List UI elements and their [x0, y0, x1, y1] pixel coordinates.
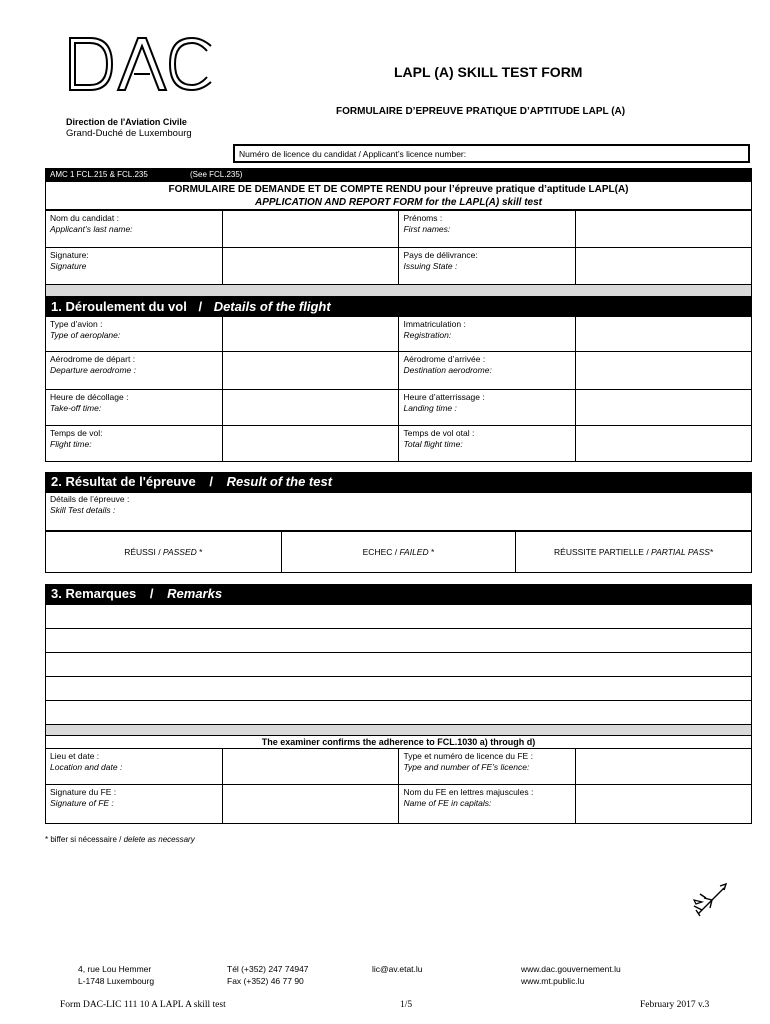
examiner-confirmation: The examiner confirms the adherence to FCL.1030 a) through d)	[45, 736, 752, 748]
logo-line2: Grand-Duché de Luxembourg	[66, 128, 192, 139]
page-number: 1/5	[400, 1000, 413, 1010]
licence-number-label: Numéro de licence du candidat / Applicant’s licence number:	[239, 149, 467, 159]
failed-star: *	[431, 546, 435, 557]
website-1[interactable]: www.dac.gouvernement.lu	[521, 964, 621, 974]
form-date: February 2017 v.3	[640, 1000, 710, 1010]
landing-time-field[interactable]	[576, 390, 752, 426]
failed-fr: ECHEC /	[362, 546, 400, 557]
footer-address	[78, 963, 154, 987]
form-reference: Form DAC-LIC 111 10 A LAPL A skill test	[60, 1000, 226, 1010]
section1-header	[45, 297, 752, 317]
applicant-table	[45, 210, 752, 285]
fe-licence-label: Type et numéro de licence du FE : Type and number of FE’s licence:	[399, 749, 576, 785]
partial-star: *	[709, 546, 714, 557]
licence-number-field[interactable]	[233, 144, 750, 163]
section1-title-fr: 1. Déroulement du vol	[51, 299, 187, 314]
form-title-block	[45, 181, 752, 210]
signature-field[interactable]	[222, 248, 399, 285]
destination-label: Aérodrome d’arrivée : Destination aerodrome:	[399, 352, 576, 390]
failed-option[interactable]	[281, 532, 516, 573]
footer-web	[521, 963, 621, 987]
signature-label: Signature: Signature	[46, 248, 223, 285]
result-table	[45, 531, 752, 573]
dac-logo	[66, 34, 216, 144]
footnote-fr: * biffer si nécessaire /	[45, 835, 124, 844]
aeroplane-type-label: Type d’avion : Type of aeroplane:	[46, 317, 223, 352]
address-line1: 4, rue Lou Hemmer	[78, 964, 152, 974]
footnote-en: delete as necessary	[123, 835, 195, 844]
page-subtitle: FORMULAIRE D’EPREUVE PRATIQUE D’APTITUDE LAPL (A)	[336, 106, 626, 117]
first-names-label: Prénoms : First names:	[399, 211, 576, 248]
fe-licence-field[interactable]	[576, 749, 752, 785]
section3-sep: /	[149, 586, 154, 601]
remarks-table	[45, 604, 752, 725]
issuing-state-label: Pays de délivrance: Issuing State :	[399, 248, 576, 285]
section3-title-en: Remarks	[167, 586, 223, 601]
departure-field[interactable]	[222, 352, 399, 390]
footer-phone	[227, 963, 309, 987]
website-2[interactable]: www.mt.public.lu	[521, 976, 585, 986]
first-names-field[interactable]	[576, 211, 752, 248]
partial-fr: RÉUSSITE PARTIELLE /	[554, 546, 652, 557]
location-date-field[interactable]	[222, 749, 399, 785]
address-line2: L-1748 Luxembourg	[78, 976, 155, 986]
section2-header	[45, 472, 752, 492]
airplane-icon	[690, 880, 730, 920]
takeoff-time-field[interactable]	[222, 390, 399, 426]
logo-line1: Direction de l'Aviation Civile	[66, 117, 187, 127]
amc-bar	[45, 168, 752, 181]
fe-name-label: Nom du FE en lettres majuscules : Name of FE in capitals:	[399, 785, 576, 824]
fe-signature-field[interactable]	[222, 785, 399, 824]
fe-signature-label: Signature du FE : Signature of FE :	[46, 785, 223, 824]
skill-test-details-field[interactable]	[45, 492, 752, 531]
separator-strip-2	[45, 724, 752, 736]
total-flight-time-field[interactable]	[576, 426, 752, 462]
remarks-line[interactable]	[46, 701, 752, 725]
remarks-line[interactable]	[46, 605, 752, 629]
remarks-line[interactable]	[46, 629, 752, 653]
takeoff-time-label: Heure de décollage : Take-off time:	[46, 390, 223, 426]
phone: Tél (+352) 247 74947	[227, 964, 309, 974]
failed-en: FAILED	[399, 546, 429, 557]
passed-en: PASSED	[162, 546, 197, 557]
last-name-label: Nom du candidat : Applicant’s last name:	[46, 211, 223, 248]
registration-field[interactable]	[576, 317, 752, 352]
remarks-line[interactable]	[46, 653, 752, 677]
registration-label: Immatriculation : Registration:	[399, 317, 576, 352]
flight-time-field[interactable]	[222, 426, 399, 462]
section2-title-en: Result of the test	[226, 474, 333, 489]
page-title: LAPL (A) SKILL TEST FORM	[394, 64, 583, 80]
total-flight-time-label: Temps de vol otal : Total flight time:	[399, 426, 576, 462]
dac-logo-letters	[66, 34, 216, 94]
partial-en: PARTIAL PASS	[651, 546, 710, 557]
aeroplane-type-field[interactable]	[222, 317, 399, 352]
passed-option[interactable]	[46, 532, 282, 573]
skill-test-details-fr: Détails de l’épreuve :	[50, 494, 130, 504]
fe-name-field[interactable]	[576, 785, 752, 824]
section3-header	[45, 584, 752, 604]
destination-field[interactable]	[576, 352, 752, 390]
form-title-en: APPLICATION AND REPORT FORM for the LAPL(A) skill test	[254, 197, 543, 208]
form-title-fr: FORMULAIRE DE DEMANDE ET DE COMPTE RENDU pour l’épreuve pratique d’aptitude LAPL(A)	[168, 184, 629, 195]
partial-pass-option[interactable]	[516, 532, 752, 573]
departure-label: Aérodrome de départ : Departure aerodrome :	[46, 352, 223, 390]
section1-title-en: Details of the flight	[213, 299, 331, 314]
last-name-field[interactable]	[222, 211, 399, 248]
flight-time-label: Temps de vol: Flight time:	[46, 426, 223, 462]
footer-email[interactable]: lic@av.etat.lu	[372, 964, 423, 974]
examiner-table	[45, 748, 752, 824]
section2-title-fr: 2. Résultat de l'épreuve	[51, 474, 196, 489]
fax: Fax (+352) 46 77 90	[227, 976, 304, 986]
separator-strip	[45, 284, 752, 297]
section3-title-fr: 3. Remarques	[51, 586, 137, 601]
landing-time-label: Heure d’atterrissage : Landing time :	[399, 390, 576, 426]
flight-details-table	[45, 316, 752, 462]
remarks-line[interactable]	[46, 677, 752, 701]
amc-ref: AMC 1 FCL.215 & FCL.235	[50, 170, 148, 179]
location-date-label: Lieu et date : Location and date :	[46, 749, 223, 785]
footnote	[45, 835, 195, 844]
section1-sep: /	[198, 299, 203, 314]
section2-sep: /	[209, 474, 213, 489]
passed-star: *	[199, 546, 203, 557]
issuing-state-field[interactable]	[576, 248, 752, 285]
passed-fr: RÉUSSI /	[124, 546, 163, 557]
skill-test-details-en: Skill Test details :	[50, 505, 116, 515]
see-ref: (See FCL.235)	[190, 170, 243, 179]
